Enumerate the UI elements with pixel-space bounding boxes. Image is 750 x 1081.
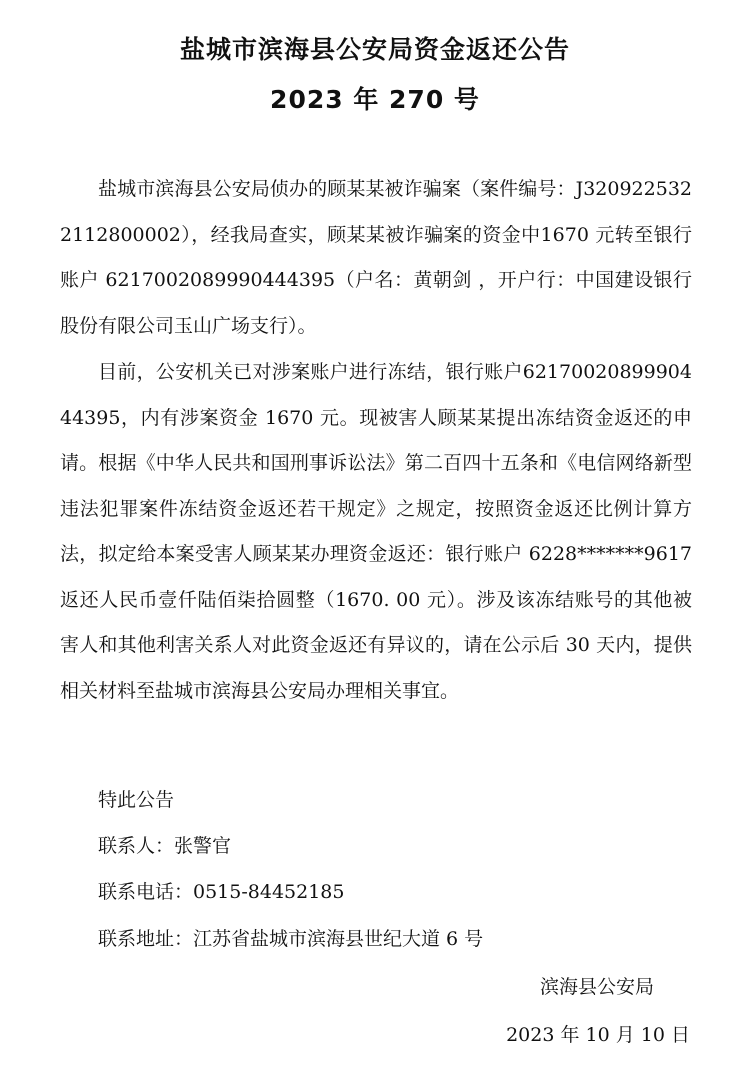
notice-paragraph-refund: 目前，公安机关已对涉案账户进行冻结，银行账户6217002089990444395，内有涉案资金 1670 元。现被害人顾某某提出冻结资金返还的申请。根据《中华人民共和国刑事诉讼法》第二百四十五条和《电信网络新型违法犯罪案件冻结资金返还若干规定》之规定，按照资金返还比例计算方法，拟定给本案受害人顾某某办理资金返还：银行账户 6228*******9617 返还人民币壹仟陆佰柒拾圆整（1670. 00 元）。涉及该冻结账号的其他被害人和其他利害关系人对此资金返还有异议的，请在公示后 30 天内，提供相关材料至盐城市滨海县公安局办理相关事宜。: [60, 361, 692, 702]
contact-phone: 联系电话：0515-84452185: [98, 881, 345, 903]
closing-text: 特此公告: [98, 789, 175, 811]
issuer-name: 滨海县公安局: [539, 976, 654, 998]
issue-date: 2023 年 10 月 10 日: [506, 1024, 690, 1046]
notice-title: 盐城市滨海县公安局资金返还公告: [179, 35, 570, 64]
notice-paragraph-case: 盐城市滨海县公安局侦办的顾某某被诈骗案（案件编号：J3209225322112800002），经我局查实，顾某某被诈骗案的资金中1670 元转至银行账户 6217002089990444395（户名：黄朝剑 ，开户行：中国建设银行股份有限公司玉山广场支行）。: [60, 178, 692, 337]
contact-address: 联系地址：江苏省盐城市滨海县世纪大道 6 号: [98, 928, 484, 950]
notice-number: 2023 年 270 号: [270, 85, 480, 114]
contact-person: 联系人：张警官: [98, 835, 232, 857]
